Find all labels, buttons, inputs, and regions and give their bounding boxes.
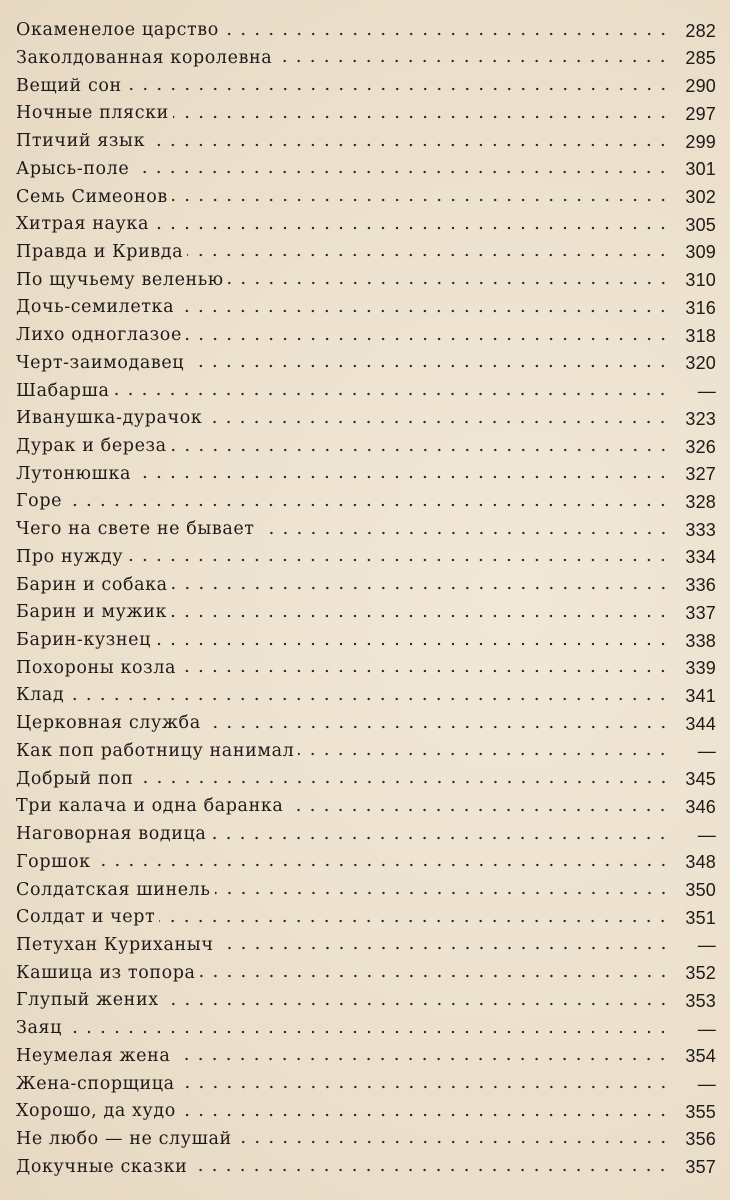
- toc-entry-title: Петухан Куриханыч: [16, 934, 214, 955]
- toc-entry-page-number: 297: [685, 103, 716, 124]
- toc-entry-title: Лихо одноглазое: [16, 325, 182, 346]
- toc-entry-page-number: 336: [685, 575, 716, 596]
- dot-leader: [180, 669, 670, 673]
- toc-entry-page-number: 356: [685, 1129, 716, 1150]
- toc-entry: [16, 178, 716, 206]
- dot-leader: [191, 1168, 670, 1172]
- toc-entry: [16, 677, 716, 705]
- toc-entry-page-number: 357: [685, 1157, 716, 1178]
- dot-leader: [206, 420, 670, 424]
- toc-entry-page-number: 327: [685, 464, 716, 485]
- toc-entry-page-number: 348: [685, 852, 716, 873]
- dot-leader: [155, 642, 670, 646]
- dot-leader: [172, 586, 670, 590]
- toc-entry-title: Вещий сон: [16, 75, 122, 96]
- toc-entry-page-number: 318: [685, 325, 716, 346]
- toc-entry: [16, 650, 716, 678]
- toc-entry-page-number: 344: [685, 713, 716, 734]
- toc-entry: [16, 927, 716, 955]
- dot-leader: [218, 946, 671, 950]
- toc-entry-page-number: —: [697, 381, 716, 402]
- toc-entry: [16, 760, 716, 788]
- dot-leader: [66, 1030, 670, 1034]
- toc-entry-title: Добрый поп: [16, 768, 134, 789]
- toc-entry-title: Лутонюшка: [16, 463, 132, 484]
- toc-entry: [16, 788, 716, 816]
- toc-entry-page-number: 326: [685, 436, 716, 457]
- toc-entry-page-number: 290: [685, 76, 716, 97]
- table-of-contents: [0, 12, 730, 1176]
- dot-leader: [276, 59, 670, 63]
- dot-leader: [174, 1057, 670, 1061]
- toc-entry-page-number: 323: [685, 408, 716, 429]
- toc-entry: [16, 400, 716, 428]
- toc-entry-page-number: 353: [685, 990, 716, 1011]
- toc-entry: [16, 1093, 716, 1121]
- toc-entry: [16, 1065, 716, 1093]
- toc-entry-page-number: 305: [685, 214, 716, 235]
- dot-leader: [95, 863, 670, 867]
- dot-leader: [159, 919, 670, 923]
- toc-entry-page-number: 352: [685, 963, 716, 984]
- toc-entry-title: Заколдованная королевна: [16, 47, 273, 68]
- toc-entry: [16, 954, 716, 982]
- dot-leader: [180, 1113, 670, 1117]
- toc-entry-title: Кашица из топора: [16, 962, 196, 983]
- toc-entry: [16, 733, 716, 761]
- dot-leader: [127, 558, 670, 562]
- toc-entry: [16, 372, 716, 400]
- toc-entry-title: Горе: [16, 491, 63, 512]
- toc-entry-title: Жена-спорщица: [16, 1073, 175, 1094]
- dot-leader: [205, 725, 670, 729]
- toc-entry: [16, 1148, 716, 1176]
- dot-leader: [200, 974, 670, 978]
- toc-entry-title: Дочь-семилетка: [16, 297, 175, 318]
- toc-entry: [16, 428, 716, 456]
- toc-entry: [16, 12, 716, 40]
- toc-entry-title: Шабарша: [16, 380, 110, 401]
- toc-entry-title: Клад: [16, 685, 65, 706]
- toc-entry-title: Барин и собака: [16, 574, 168, 595]
- toc-entry: [16, 899, 716, 927]
- toc-entry-page-number: —: [697, 1074, 716, 1095]
- toc-entry-title: Барин-кузнец: [16, 630, 151, 651]
- toc-entry-title: Арысь-поле: [16, 158, 130, 179]
- dot-leader: [259, 531, 670, 535]
- toc-entry-title: Иванушка-дурачок: [16, 408, 203, 429]
- dot-leader: [149, 143, 670, 147]
- dot-leader: [171, 614, 670, 618]
- toc-entry-title: По щучьему веленью: [16, 269, 224, 290]
- toc-entry-page-number: 310: [685, 270, 716, 291]
- toc-entry-title: Чего на свете не бывает: [16, 519, 255, 540]
- toc-entry-page-number: 346: [685, 796, 716, 817]
- toc-entry-title: Дурак и береза: [16, 436, 167, 456]
- toc-entry-page-number: 351: [685, 907, 716, 928]
- toc-entry-title: Глупый жених: [16, 990, 159, 1011]
- dot-leader: [298, 752, 670, 756]
- toc-entry-page-number: 285: [685, 48, 716, 69]
- dot-leader: [172, 198, 670, 202]
- dot-leader: [178, 309, 670, 313]
- toc-entry-page-number: 339: [685, 658, 716, 679]
- toc-entry: [16, 261, 716, 289]
- toc-entry-page-number: 341: [685, 685, 716, 706]
- dot-leader: [171, 448, 670, 452]
- toc-entry-title: Заяц: [16, 1018, 63, 1039]
- dot-leader: [126, 87, 670, 91]
- toc-entry: [16, 95, 716, 123]
- toc-entry-page-number: 337: [685, 602, 716, 623]
- dot-leader: [236, 1140, 670, 1144]
- dot-leader: [187, 253, 670, 257]
- toc-entry: [16, 816, 716, 844]
- toc-entry: [16, 234, 716, 262]
- toc-entry: [16, 622, 716, 650]
- dot-leader: [188, 364, 670, 368]
- toc-entry-title: Похороны козла: [16, 657, 177, 678]
- toc-entry: [16, 566, 716, 594]
- toc-entry: [16, 1038, 716, 1066]
- toc-entry: [16, 289, 716, 317]
- toc-entry-title: Церковная служба: [16, 713, 201, 734]
- dot-leader: [223, 32, 670, 36]
- toc-entry-title: Про нужду: [16, 546, 124, 567]
- toc-entry: [16, 206, 716, 234]
- toc-entry: [16, 511, 716, 539]
- toc-entry-page-number: 345: [685, 769, 716, 790]
- toc-entry: [16, 67, 716, 95]
- toc-entry-page-number: 282: [685, 20, 716, 41]
- toc-entry-page-number: —: [697, 1018, 716, 1039]
- toc-entry-page-number: 301: [685, 159, 716, 180]
- toc-entry-title: Черт-заимодавец: [16, 352, 185, 373]
- toc-entry-title: Окаменелое царство: [16, 20, 219, 41]
- toc-entry-page-number: 355: [685, 1101, 716, 1122]
- toc-entry: [16, 456, 716, 484]
- toc-entry-page-number: 334: [685, 547, 716, 568]
- toc-entry-title: Неумелая жена: [16, 1045, 171, 1066]
- toc-entry-title: Птичий язык: [16, 131, 146, 152]
- toc-entry-page-number: —: [697, 741, 716, 762]
- toc-entry-page-number: 354: [685, 1046, 716, 1067]
- dot-leader: [173, 115, 670, 119]
- toc-entry-page-number: 302: [685, 187, 716, 208]
- toc-entry-title: Семь Симеонов: [16, 186, 168, 207]
- toc-entry-page-number: 320: [685, 353, 716, 374]
- toc-entry-page-number: 316: [685, 297, 716, 318]
- dot-leader: [179, 1085, 670, 1089]
- dot-leader: [135, 475, 670, 479]
- dot-leader: [228, 281, 670, 285]
- toc-entry: [16, 483, 716, 511]
- toc-entry: [16, 539, 716, 567]
- toc-entry: [16, 705, 716, 733]
- toc-entry: [16, 123, 716, 151]
- toc-entry-title: Докучные сказки: [16, 1156, 188, 1177]
- toc-entry: [16, 151, 716, 179]
- toc-entry-page-number: 328: [685, 491, 716, 512]
- toc-entry-page-number: 338: [685, 630, 716, 651]
- toc-entry-title: Правда и Кривда: [16, 241, 184, 262]
- dot-leader: [163, 1002, 670, 1006]
- toc-entry: [16, 594, 716, 622]
- toc-entry: [16, 345, 716, 373]
- dot-leader: [210, 836, 670, 840]
- dot-leader: [68, 697, 670, 701]
- toc-entry-title: Хорошо, да худо: [16, 1101, 176, 1122]
- toc-entry: [16, 844, 716, 872]
- dot-leader: [287, 808, 670, 812]
- toc-entry-title: Хитрая наука: [16, 214, 150, 235]
- dot-leader: [66, 503, 670, 507]
- toc-entry-page-number: —: [697, 824, 716, 845]
- dot-leader: [133, 170, 670, 174]
- toc-entry-page-number: 333: [685, 519, 716, 540]
- toc-entry-page-number: 350: [685, 880, 716, 900]
- toc-entry: [16, 317, 716, 345]
- dot-leader: [138, 780, 670, 784]
- toc-entry-title: Горшок: [16, 851, 91, 872]
- toc-entry-page-number: 309: [685, 242, 716, 263]
- toc-entry: [16, 871, 716, 899]
- toc-entry-title: Три калача и одна баранка: [16, 796, 284, 817]
- toc-entry-title: Как поп работницу нанимал: [16, 740, 295, 761]
- toc-entry-page-number: —: [697, 935, 716, 956]
- dot-leader: [215, 891, 670, 895]
- toc-entry-title: Наговорная водица: [16, 824, 207, 845]
- dot-leader: [186, 337, 670, 341]
- toc-entry-title: Ночные пляски: [16, 103, 169, 124]
- toc-entry: [16, 1010, 716, 1038]
- toc-entry-title: Не любо — не слушай: [16, 1128, 232, 1149]
- toc-entry: [16, 1121, 716, 1149]
- toc-entry-title: Солдатская шинель: [16, 879, 211, 900]
- toc-entry: [16, 40, 716, 68]
- toc-entry: [16, 982, 716, 1010]
- toc-entry-page-number: 299: [685, 131, 716, 152]
- toc-entry-title: Барин и мужик: [16, 602, 168, 623]
- dot-leader: [153, 226, 670, 230]
- dot-leader: [113, 392, 670, 396]
- toc-entry-title: Солдат и черт: [16, 907, 156, 928]
